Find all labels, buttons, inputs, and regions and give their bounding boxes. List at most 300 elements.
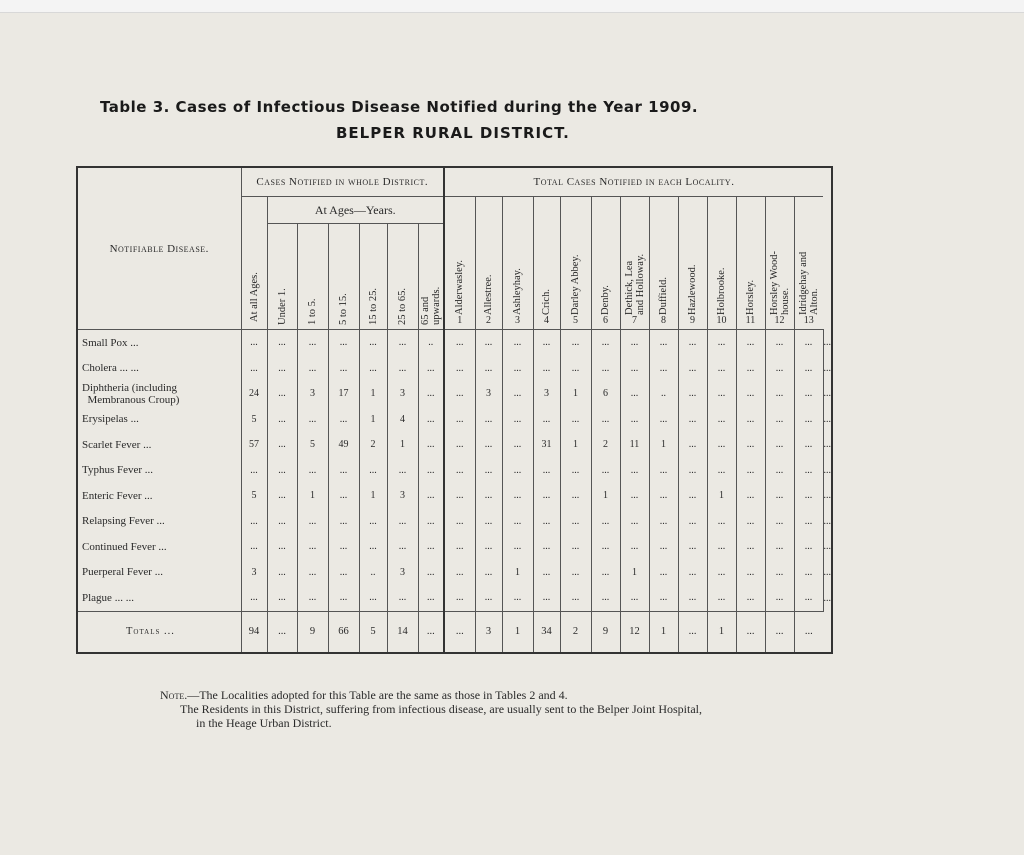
table-cell: ...	[444, 585, 475, 611]
table-cell: ...	[736, 407, 765, 433]
table-cell: ...	[533, 330, 560, 356]
table-cell: ...	[444, 432, 475, 458]
table-cell: ...	[736, 560, 765, 586]
table-cell: ...	[267, 509, 297, 535]
table-cell: ...	[707, 560, 736, 586]
table-cell: ...	[620, 509, 649, 535]
scan-top-edge	[0, 0, 1024, 13]
totals-cell: 5	[359, 611, 387, 653]
table-cell: ...	[765, 356, 794, 382]
table-cell: ...	[591, 560, 620, 586]
table-cell: ...	[823, 356, 832, 382]
note-line-3: in the Heage Urban District.	[196, 716, 332, 730]
table-cell: ...	[475, 330, 502, 356]
table-cell: ...	[707, 458, 736, 484]
disease-name-cell: Diphtheria (including Membranous Croup)	[82, 381, 180, 406]
table-cell: ...	[475, 356, 502, 382]
table-cell: 17	[328, 381, 359, 407]
table-row	[77, 534, 832, 560]
table-cell: ...	[678, 381, 707, 407]
table-cell: ...	[765, 483, 794, 509]
table-cell: ...	[736, 356, 765, 382]
disease-name-cell: Erysipelas ...	[82, 413, 139, 426]
table-cell: ...	[823, 585, 832, 611]
table-cell: ...	[620, 483, 649, 509]
disease-name-cell: Continued Fever ...	[82, 540, 167, 553]
table-cell: ...	[591, 534, 620, 560]
table-cell: ...	[560, 509, 591, 535]
table-cell: ...	[533, 509, 560, 535]
table-cell: ...	[736, 509, 765, 535]
table-cell: ...	[444, 534, 475, 560]
table-cell: ...	[533, 585, 560, 611]
table-cell: ...	[736, 458, 765, 484]
table-cell: ...	[241, 585, 267, 611]
table-cell: ...	[736, 432, 765, 458]
totals-cell: ...	[794, 611, 823, 653]
age-band-header: 5 to 15.	[328, 224, 359, 330]
table-cell: ...	[241, 534, 267, 560]
table-cell: 2	[359, 432, 387, 458]
table-cell: ...	[502, 432, 533, 458]
table-cell: ...	[359, 356, 387, 382]
table-cell: ...	[765, 534, 794, 560]
table-cell: ...	[823, 458, 832, 484]
table-cell: ...	[533, 534, 560, 560]
table-cell: ...	[267, 483, 297, 509]
table-cell: ...	[418, 356, 444, 382]
table-cell: 6	[591, 381, 620, 407]
page-title: Table 3. Cases of Infectious Disease Notified during the Year 1909.	[100, 98, 699, 116]
table-cell: ...	[533, 560, 560, 586]
table-cell: ...	[736, 483, 765, 509]
table-cell: ...	[765, 458, 794, 484]
table-row	[77, 356, 832, 382]
locality-header-2: Allestree. 2	[475, 197, 502, 330]
table-cell: ...	[823, 560, 832, 586]
table-cell: ...	[241, 458, 267, 484]
disease-name-cell: Puerperal Fever ...	[82, 566, 163, 579]
totals-cell: ...	[678, 611, 707, 653]
table-cell: ...	[794, 407, 823, 433]
table-cell: ...	[241, 330, 267, 356]
table-cell: ...	[794, 585, 823, 611]
table-cell: ...	[794, 458, 823, 484]
table-cell: ...	[502, 534, 533, 560]
table-cell: ...	[765, 560, 794, 586]
at-all-ages-header: At all Ages.	[241, 197, 267, 330]
locality-header-5: Darley Abbey. 5	[560, 197, 591, 330]
table-row	[77, 483, 832, 509]
age-band-header: 1 to 5.	[297, 224, 328, 330]
table-cell: ...	[328, 407, 359, 433]
table-cell: ...	[649, 330, 678, 356]
table-cell: ...	[678, 458, 707, 484]
table-cell: ...	[297, 458, 328, 484]
table-cell: ...	[707, 585, 736, 611]
table-cell: 11	[620, 432, 649, 458]
table-cell: ...	[533, 407, 560, 433]
table-cell: 49	[328, 432, 359, 458]
locality-header-7: Dethick, Lea and Holloway. 7	[620, 197, 649, 330]
totals-cell: ...	[267, 611, 297, 653]
table-cell: ...	[560, 534, 591, 560]
district-group-header: Cases Notified in whole District.	[241, 167, 444, 197]
table-cell: ...	[328, 560, 359, 586]
table-cell: ...	[297, 585, 328, 611]
table-cell: ...	[387, 509, 418, 535]
table-cell: ...	[297, 330, 328, 356]
table-cell: ...	[502, 509, 533, 535]
totals-cell: 1	[707, 611, 736, 653]
table-cell: ...	[387, 585, 418, 611]
disease-name-cell: Typhus Fever ...	[82, 464, 154, 477]
table-cell: ...	[560, 356, 591, 382]
table-body	[77, 330, 832, 653]
locality-group-header: Total Cases Notified in each Locality.	[444, 167, 823, 197]
table-cell: ...	[765, 330, 794, 356]
table-cell: ...	[794, 330, 823, 356]
table-cell: ...	[444, 407, 475, 433]
table-cell: ...	[649, 560, 678, 586]
table-cell: ...	[794, 381, 823, 407]
table-cell: ...	[823, 407, 832, 433]
table-cell: 1	[649, 432, 678, 458]
table-cell: ...	[267, 458, 297, 484]
table-cell: ...	[620, 585, 649, 611]
totals-cell: 94	[241, 611, 267, 653]
table-cell: ...	[533, 458, 560, 484]
table-cell: ...	[444, 509, 475, 535]
table-cell: ...	[620, 381, 649, 407]
table-row	[77, 381, 832, 407]
table-cell: ...	[267, 432, 297, 458]
disease-name-cell: Plague ... ...	[82, 591, 134, 604]
disease-table	[76, 166, 833, 654]
table-cell: ...	[678, 534, 707, 560]
table-cell: ...	[502, 458, 533, 484]
table-cell: ...	[297, 509, 328, 535]
table-cell: ...	[267, 356, 297, 382]
table-cell: ...	[649, 509, 678, 535]
table-cell: ...	[444, 483, 475, 509]
table-cell: 1	[387, 432, 418, 458]
table-row	[77, 407, 832, 433]
table-cell: ...	[794, 356, 823, 382]
table-cell: ...	[678, 356, 707, 382]
totals-cell: 12	[620, 611, 649, 653]
table-cell: ...	[678, 407, 707, 433]
table-cell: 31	[533, 432, 560, 458]
table-cell: ...	[418, 585, 444, 611]
totals-cell: 2	[560, 611, 591, 653]
table-cell: ...	[267, 585, 297, 611]
table-cell: ...	[418, 407, 444, 433]
table-cell: ...	[823, 483, 832, 509]
table-cell: ...	[560, 560, 591, 586]
table-cell: ...	[475, 509, 502, 535]
table-cell: 3	[475, 381, 502, 407]
locality-header-6: Denby. 6	[591, 197, 620, 330]
disease-name-cell: Relapsing Fever ...	[82, 515, 165, 528]
table-cell: 1	[560, 432, 591, 458]
table-cell: ...	[418, 509, 444, 535]
table-cell: ...	[765, 432, 794, 458]
table-cell: ...	[475, 585, 502, 611]
note-line-2: The Residents in this District, suffering from infectious disease, are usually sent to the Belper Joint Hospital,	[180, 702, 703, 716]
table-cell: ...	[591, 458, 620, 484]
table-cell: ...	[678, 585, 707, 611]
table-cell: ...	[267, 534, 297, 560]
totals-cell: 66	[328, 611, 359, 653]
table-cell: ...	[591, 356, 620, 382]
table-cell: ...	[620, 534, 649, 560]
table-cell: ..	[418, 330, 444, 356]
totals-cell: ...	[444, 611, 475, 653]
page-subtitle: BELPER RURAL DISTRICT.	[336, 124, 570, 142]
totals-cell: 1	[649, 611, 678, 653]
table-cell: ...	[620, 407, 649, 433]
table-cell: ...	[475, 432, 502, 458]
table-cell: ...	[444, 381, 475, 407]
table-cell: ..	[359, 560, 387, 586]
disease-name-cell: Cholera ... ...	[82, 362, 139, 375]
table-cell: ...	[267, 330, 297, 356]
table-cell: ...	[707, 432, 736, 458]
table-cell: ...	[649, 585, 678, 611]
table-cell: ...	[359, 534, 387, 560]
table-cell: ...	[649, 407, 678, 433]
table-cell: ...	[560, 458, 591, 484]
table-cell: ...	[678, 432, 707, 458]
table-cell: ...	[297, 534, 328, 560]
table-cell: ...	[359, 509, 387, 535]
table-cell: 5	[297, 432, 328, 458]
totals-cell: ...	[736, 611, 765, 653]
table-cell: 1	[560, 381, 591, 407]
table-cell: ...	[765, 407, 794, 433]
table-cell: ...	[418, 483, 444, 509]
disease-name-cell: Small Pox ...	[82, 336, 139, 349]
table-cell: ...	[591, 330, 620, 356]
totals-cell: ...	[765, 611, 794, 653]
table-cell: ...	[678, 330, 707, 356]
table-cell: ...	[418, 381, 444, 407]
table-cell: ...	[502, 585, 533, 611]
table-cell: ...	[359, 330, 387, 356]
table-cell: ...	[475, 560, 502, 586]
table-cell: 3	[241, 560, 267, 586]
table-cell: ...	[707, 381, 736, 407]
table-cell: ...	[591, 585, 620, 611]
table-cell: 5	[241, 407, 267, 433]
table-cell: ...	[241, 356, 267, 382]
table-cell: ...	[794, 483, 823, 509]
table-cell: ...	[678, 509, 707, 535]
table-cell: ...	[267, 381, 297, 407]
totals-cell: 3	[475, 611, 502, 653]
table-cell: ...	[560, 483, 591, 509]
table-cell: ...	[444, 356, 475, 382]
table-cell: ...	[387, 356, 418, 382]
table-cell: ...	[765, 381, 794, 407]
table-cell: ...	[794, 432, 823, 458]
totals-cell: 1	[502, 611, 533, 653]
disease-name-cell: Enteric Fever ...	[82, 489, 153, 502]
table-cell: ...	[328, 585, 359, 611]
table-cell: ...	[823, 534, 832, 560]
table-cell: 24	[241, 381, 267, 407]
table-row	[77, 458, 832, 484]
table-cell: ...	[502, 483, 533, 509]
disease-name-cell: Scarlet Fever ...	[82, 438, 152, 451]
locality-header-4: Crich. 4	[533, 197, 560, 330]
table-cell: ...	[823, 381, 832, 407]
note-line-1: —The Localities adopted for this Table are the same as those in Tables 2 and 4.	[187, 688, 568, 702]
locality-header-1: Alderwasley. 1	[444, 197, 475, 330]
table-cell: ...	[736, 381, 765, 407]
table-cell: 1	[707, 483, 736, 509]
table-cell: ...	[418, 534, 444, 560]
table-cell: 1	[359, 381, 387, 407]
table-cell: ...	[707, 534, 736, 560]
table-cell: ...	[707, 356, 736, 382]
table-cell: ...	[328, 534, 359, 560]
table-cell: ...	[444, 560, 475, 586]
table-cell: 3	[387, 381, 418, 407]
table-cell: ...	[267, 407, 297, 433]
table-cell: 3	[387, 483, 418, 509]
totals-cell: ...	[418, 611, 444, 653]
table-cell: ...	[502, 330, 533, 356]
table-cell: ...	[475, 483, 502, 509]
table-cell: 4	[387, 407, 418, 433]
totals-cell: 9	[297, 611, 328, 653]
table-cell: 3	[297, 381, 328, 407]
table-cell: ...	[475, 458, 502, 484]
age-band-header: 25 to 65.	[387, 224, 418, 330]
age-band-header: 15 to 25.	[359, 224, 387, 330]
table-cell: 1	[502, 560, 533, 586]
locality-header-11: Horsley. 11	[736, 197, 765, 330]
table-cell: ...	[444, 458, 475, 484]
table-cell: ...	[297, 560, 328, 586]
table-cell: 1	[591, 483, 620, 509]
locality-header-10: Holbrooke. 10	[707, 197, 736, 330]
totals-label: Totals ...	[77, 611, 241, 653]
note-lead: Note.	[160, 688, 188, 702]
table-cell: ...	[502, 381, 533, 407]
table-row	[77, 509, 832, 535]
table-cell: ...	[620, 330, 649, 356]
table-cell: ...	[823, 432, 832, 458]
table-cell: 1	[297, 483, 328, 509]
table-cell: ...	[328, 509, 359, 535]
table-cell: ...	[533, 483, 560, 509]
age-band-header: Under 1.	[267, 224, 297, 330]
table-cell: 3	[533, 381, 560, 407]
table-cell: ...	[620, 356, 649, 382]
table-row	[77, 560, 832, 586]
table-cell: ...	[418, 560, 444, 586]
table-cell: ...	[387, 330, 418, 356]
table-cell: ...	[328, 356, 359, 382]
at-ages-years-header: At Ages—Years.	[267, 197, 444, 224]
table-cell: ...	[560, 330, 591, 356]
table-cell: ...	[649, 534, 678, 560]
table-cell: ...	[502, 356, 533, 382]
table-cell: ...	[475, 407, 502, 433]
table-row	[77, 585, 832, 611]
table-cell: 3	[387, 560, 418, 586]
table-cell: ..	[649, 381, 678, 407]
table-cell: 1	[359, 483, 387, 509]
totals-row	[77, 611, 832, 653]
table-cell: ...	[297, 356, 328, 382]
table-cell: ...	[707, 407, 736, 433]
table-cell: ...	[418, 432, 444, 458]
table-cell: ...	[267, 560, 297, 586]
totals-cell: 9	[591, 611, 620, 653]
table-cell: ...	[560, 585, 591, 611]
locality-header-9: Hazlewood. 9	[678, 197, 707, 330]
table-cell: ...	[678, 560, 707, 586]
table-cell: 5	[241, 483, 267, 509]
table-cell: ...	[475, 534, 502, 560]
table-cell: ...	[297, 407, 328, 433]
table-note	[160, 688, 702, 730]
table-cell: ...	[387, 458, 418, 484]
table-cell: ...	[765, 585, 794, 611]
table-cell: ...	[502, 407, 533, 433]
table-cell: ...	[736, 585, 765, 611]
age-band-header: 65 and upwards.	[418, 224, 444, 330]
totals-cell: 14	[387, 611, 418, 653]
locality-header-12: Horsley Wood- house. 12	[765, 197, 794, 330]
table-cell: ...	[359, 458, 387, 484]
locality-header-3: Ashleyhay. 3	[502, 197, 533, 330]
table-cell: ...	[736, 330, 765, 356]
table-cell: 57	[241, 432, 267, 458]
table-cell: ...	[736, 534, 765, 560]
table-cell: ...	[591, 407, 620, 433]
table-cell: 1	[620, 560, 649, 586]
table-cell: ...	[444, 330, 475, 356]
table-cell: ...	[241, 509, 267, 535]
table-cell: ...	[560, 407, 591, 433]
table-cell: ...	[328, 330, 359, 356]
table-cell: ...	[649, 458, 678, 484]
table-cell: ...	[707, 330, 736, 356]
table-cell: ...	[794, 509, 823, 535]
table-cell: ...	[533, 356, 560, 382]
table-cell: ...	[591, 509, 620, 535]
table-cell: ...	[794, 560, 823, 586]
table-cell: ...	[678, 483, 707, 509]
table-cell: ...	[649, 483, 678, 509]
table-cell: ...	[794, 534, 823, 560]
locality-header-13: Idridgehay and Alton. 13	[794, 197, 823, 330]
table-cell: ...	[707, 509, 736, 535]
table-cell: ...	[823, 509, 832, 535]
table-cell: ...	[765, 509, 794, 535]
table-cell: ...	[328, 458, 359, 484]
table-cell: ...	[359, 585, 387, 611]
table-cell: ...	[620, 458, 649, 484]
table-cell: ...	[418, 458, 444, 484]
table-cell: ...	[823, 330, 832, 356]
totals-cell: 34	[533, 611, 560, 653]
